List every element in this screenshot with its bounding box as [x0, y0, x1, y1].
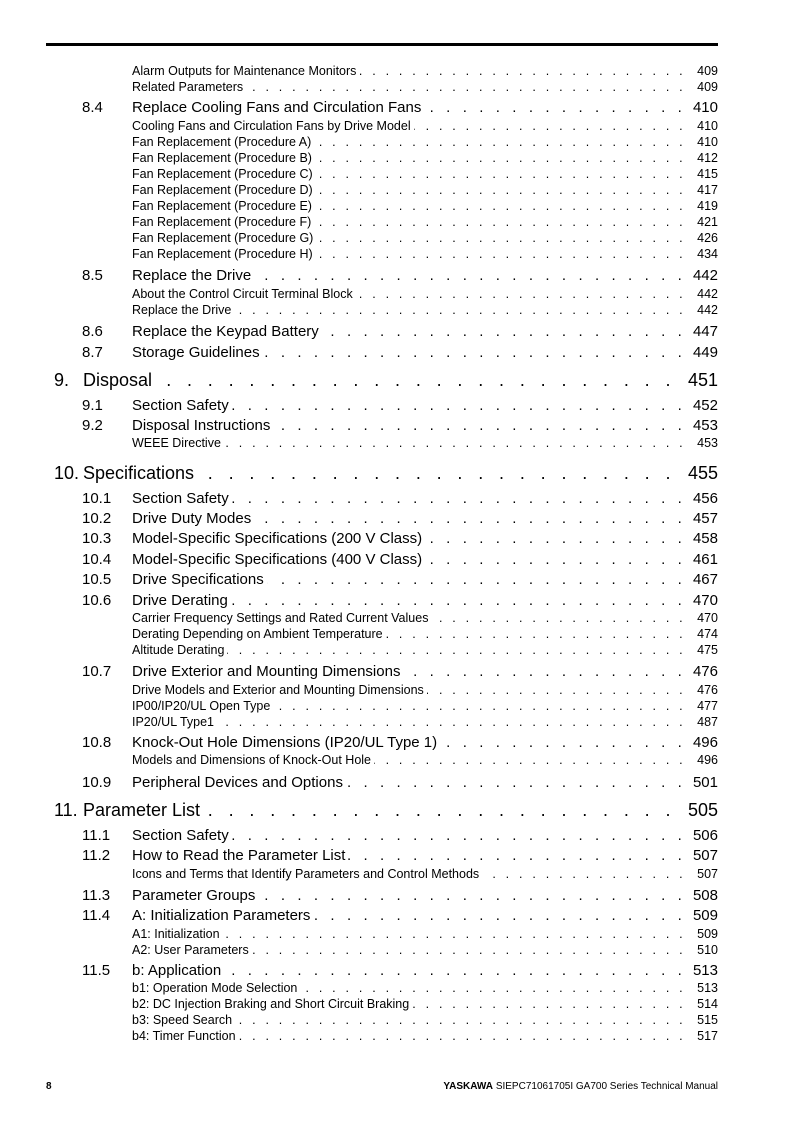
toc-entry-level-3[interactable] — [0, 133, 793, 149]
toc-entry-number: 8.6 — [82, 323, 103, 340]
toc-entry-page: 477 — [694, 699, 718, 713]
toc-entry-title: Fan Replacement (Procedure C) — [132, 167, 316, 181]
toc-entry-number: 9. — [54, 370, 70, 390]
toc-entry-level-3[interactable] — [0, 1027, 793, 1043]
toc-entry-page: 456 — [690, 490, 718, 507]
toc-entry-title: Icons and Terms that Identify Parameters and Control Methods — [132, 867, 482, 881]
toc-entry-page: 507 — [694, 867, 718, 881]
toc-entry-level-3[interactable] — [0, 625, 793, 641]
toc-entry-level-3[interactable] — [0, 979, 793, 995]
toc-entry-level-3[interactable] — [0, 697, 793, 713]
toc-entry-number: 9.1 — [82, 397, 103, 414]
toc-entry-number: 8.7 — [82, 344, 103, 361]
toc-entry-title: Model-Specific Specifications (200 V Class) — [132, 530, 425, 547]
toc-entry-title: Drive Derating — [132, 592, 231, 609]
toc-entry-level-1[interactable] — [0, 367, 793, 391]
footer-manual-name: SIEPC71061705I GA700 Series Technical Manual — [495, 1081, 718, 1092]
toc-entry-title: Cooling Fans and Circulation Fans by Drive Model — [132, 119, 414, 133]
toc-entry-level-3[interactable] — [0, 165, 793, 181]
toc-entry-level-3[interactable] — [0, 229, 793, 245]
toc-entry-level-1[interactable] — [0, 460, 793, 484]
toc-entry-level-2[interactable] — [0, 96, 793, 116]
toc-entry-title: Drive Duty Modes — [132, 510, 254, 527]
toc-entry-page: 507 — [690, 847, 718, 864]
toc-entry-page: 461 — [690, 551, 718, 568]
toc-entry-title: A: Initialization Parameters — [132, 907, 313, 924]
toc-entry-title: Drive Specifications — [132, 571, 267, 588]
toc-entry-title: Section Safety — [132, 490, 232, 507]
toc-entry-title: Replace Cooling Fans and Circulation Fans — [132, 99, 424, 116]
toc-entry-level-3[interactable] — [0, 301, 793, 317]
toc-entry-number: 10.8 — [82, 734, 112, 751]
toc-entry-title: Replace the Keypad Battery — [132, 323, 322, 340]
toc-entry-title: WEEE Directive — [132, 436, 224, 450]
footer-page-number: 8 — [46, 1081, 52, 1092]
toc-entry-number: 10.1 — [82, 490, 112, 507]
toc-entry-number: 11. — [54, 800, 78, 820]
toc-entry-page: 449 — [690, 344, 718, 361]
toc-entry-number: 11.3 — [82, 887, 111, 904]
toc-entry-level-2[interactable] — [0, 884, 793, 904]
toc-entry-level-3[interactable] — [0, 213, 793, 229]
toc-entry-page: 410 — [694, 119, 718, 133]
toc-entry-page: 508 — [690, 887, 718, 904]
toc-entry-title: Specifications — [83, 463, 197, 484]
toc-entry-page: 476 — [690, 663, 718, 680]
toc-entry-number: 10.5 — [82, 571, 112, 588]
toc-entry-title: Storage Guidelines — [132, 344, 263, 361]
toc-entry-title: Derating Depending on Ambient Temperature — [132, 627, 386, 641]
toc-entry-number: 8.4 — [82, 99, 103, 116]
toc-entry-level-3[interactable] — [0, 995, 793, 1011]
toc-entry-title: Model-Specific Specifications (400 V Class) — [132, 551, 425, 568]
toc-entry-page: 487 — [694, 715, 718, 729]
toc-entry-page: 467 — [690, 571, 718, 588]
toc-entry-page: 513 — [690, 962, 718, 979]
toc-entry-title: Disposal — [83, 370, 155, 391]
toc-entry-level-3[interactable] — [0, 713, 793, 729]
toc-entry-page: 509 — [694, 927, 718, 941]
toc-entry-title: Parameter List — [83, 800, 203, 821]
toc-dot-leader — [83, 370, 693, 391]
toc-entry-level-3[interactable] — [0, 245, 793, 261]
toc-entry-number: 11.1 — [82, 827, 111, 844]
toc-entry-level-2[interactable] — [0, 824, 793, 844]
toc-entry-number: 10.9 — [82, 774, 112, 791]
toc-entry-page: 476 — [694, 683, 718, 697]
toc-entry-level-3[interactable] — [0, 865, 793, 881]
toc-entry-page: 510 — [694, 943, 718, 957]
toc-entry-level-2[interactable] — [0, 959, 793, 979]
footer-manual-title — [443, 1081, 718, 1092]
toc-entry-page: 409 — [694, 64, 718, 78]
toc-entry-level-2[interactable] — [0, 771, 793, 791]
toc-entry-title: Peripheral Devices and Options — [132, 774, 346, 791]
toc-entry-level-3[interactable] — [0, 681, 793, 697]
toc-entry-page: 475 — [694, 643, 718, 657]
footer-brand: YASKAWA — [443, 1081, 494, 1092]
toc-entry-title: b: Application — [132, 962, 224, 979]
toc-entry-page: 458 — [690, 530, 718, 547]
toc-entry-level-3[interactable] — [0, 117, 793, 133]
toc-entry-title: Altitude Derating — [132, 643, 227, 657]
toc-entry-page: 453 — [694, 436, 718, 450]
toc-entry-title: Section Safety — [132, 397, 232, 414]
toc-entry-title: b4: Timer Function — [132, 1029, 239, 1043]
toc-entry-page: 455 — [685, 463, 718, 484]
toc-entry-title: Fan Replacement (Procedure E) — [132, 199, 315, 213]
toc-entry-title: About the Control Circuit Terminal Block — [132, 287, 356, 301]
toc-entry-number: 10.7 — [82, 663, 112, 680]
toc-entry-title: IP00/IP20/UL Open Type — [132, 699, 273, 713]
toc-entry-page: 515 — [694, 1013, 718, 1027]
toc-entry-title: How to Read the Parameter List — [132, 847, 348, 864]
toc-entry-title: Fan Replacement (Procedure F) — [132, 215, 314, 229]
toc-entry-level-3[interactable] — [0, 149, 793, 165]
toc-entry-title: Alarm Outputs for Maintenance Monitors — [132, 64, 359, 78]
toc-entry-level-2[interactable] — [0, 320, 793, 340]
toc-entry-level-3[interactable] — [0, 609, 793, 625]
toc-entry-level-2[interactable] — [0, 487, 793, 507]
toc-entry-page: 470 — [690, 592, 718, 609]
toc-entry-title: Parameter Groups — [132, 887, 258, 904]
toc-entry-page: 452 — [690, 397, 718, 414]
toc-entry-level-3[interactable] — [0, 434, 793, 450]
toc-entry-page: 415 — [694, 167, 718, 181]
toc-entry-title: Replace the Drive — [132, 267, 254, 284]
toc-entry-level-3[interactable] — [0, 62, 793, 78]
toc-entry-level-3[interactable] — [0, 751, 793, 767]
toc-entry-title: A2: User Parameters — [132, 943, 252, 957]
toc-entry-level-2[interactable] — [0, 660, 793, 680]
toc-entry-title: Related Parameters — [132, 80, 246, 94]
toc-entry-page: 451 — [685, 370, 718, 391]
toc-entry-level-2[interactable] — [0, 414, 793, 434]
toc-entry-page: 419 — [694, 199, 718, 213]
toc-entry-number: 10.3 — [82, 530, 112, 547]
toc-entry-title: A1: Initialization — [132, 927, 223, 941]
toc-entry-level-2[interactable] — [0, 844, 793, 864]
toc-entry-page: 410 — [690, 99, 718, 116]
toc-entry-page: 442 — [690, 267, 718, 284]
toc-entry-title: Disposal Instructions — [132, 417, 273, 434]
toc-entry-page: 514 — [694, 997, 718, 1011]
toc-entry-level-2[interactable] — [0, 394, 793, 414]
toc-entry-page: 447 — [690, 323, 718, 340]
toc-entry-level-2[interactable] — [0, 904, 793, 924]
toc-entry-title: Carrier Frequency Settings and Rated Current Values — [132, 611, 431, 625]
toc-entry-number: 10.6 — [82, 592, 112, 609]
toc-entry-title: Replace the Drive — [132, 303, 234, 317]
toc-entry-number: 11.4 — [82, 907, 111, 924]
toc-entry-page: 412 — [694, 151, 718, 165]
toc-entry-page: 506 — [690, 827, 718, 844]
toc-entry-page: 409 — [694, 80, 718, 94]
toc-entry-page: 496 — [694, 753, 718, 767]
toc-entry-title: Fan Replacement (Procedure D) — [132, 183, 316, 197]
toc-entry-page: 442 — [694, 303, 718, 317]
toc-entry-page: 470 — [694, 611, 718, 625]
toc-entry-title: Fan Replacement (Procedure G) — [132, 231, 316, 245]
toc-entry-page: 517 — [694, 1029, 718, 1043]
toc-entry-level-2[interactable] — [0, 548, 793, 568]
toc-entry-page: 474 — [694, 627, 718, 641]
toc-entry-level-2[interactable] — [0, 731, 793, 751]
toc-entry-level-2[interactable] — [0, 589, 793, 609]
toc-entry-page: 434 — [694, 247, 718, 261]
toc-entry-page: 496 — [690, 734, 718, 751]
toc-entry-title: Drive Exterior and Mounting Dimensions — [132, 663, 403, 680]
toc-entry-number: 11.2 — [82, 847, 111, 864]
toc-entry-level-1[interactable] — [0, 797, 793, 821]
toc-entry-number: 9.2 — [82, 417, 103, 434]
toc-entry-page: 501 — [690, 774, 718, 791]
toc-entry-title: b3: Speed Search — [132, 1013, 235, 1027]
toc-entry-level-3[interactable] — [0, 925, 793, 941]
toc-entry-title: Drive Models and Exterior and Mounting Dimensions — [132, 683, 427, 697]
toc-entry-page: 505 — [685, 800, 718, 821]
toc-entry-page: 421 — [694, 215, 718, 229]
toc-entry-page: 426 — [694, 231, 718, 245]
toc-entry-level-3[interactable] — [0, 941, 793, 957]
toc-entry-title: IP20/UL Type1 — [132, 715, 217, 729]
toc-entry-level-3[interactable] — [0, 641, 793, 657]
toc-entry-level-3[interactable] — [0, 181, 793, 197]
toc-entry-level-2[interactable] — [0, 568, 793, 588]
toc-entry-level-2[interactable] — [0, 341, 793, 361]
toc-entry-title: Models and Dimensions of Knock-Out Hole — [132, 753, 374, 767]
toc-entry-page: 457 — [690, 510, 718, 527]
toc-entry-level-3[interactable] — [0, 1011, 793, 1027]
toc-entry-title: Fan Replacement (Procedure A) — [132, 135, 314, 149]
toc-entry-title: b2: DC Injection Braking and Short Circuit Braking — [132, 997, 412, 1011]
toc-entry-page: 410 — [694, 135, 718, 149]
toc-entry-number: 10.2 — [82, 510, 112, 527]
toc-entry-page: 509 — [690, 907, 718, 924]
toc-entry-page: 453 — [690, 417, 718, 434]
toc-entry-level-3[interactable] — [0, 78, 793, 94]
toc-entry-page: 417 — [694, 183, 718, 197]
toc-entry-title: Fan Replacement (Procedure B) — [132, 151, 315, 165]
toc-entry-page: 442 — [694, 287, 718, 301]
toc-entry-title: Fan Replacement (Procedure H) — [132, 247, 316, 261]
toc-entry-level-2[interactable] — [0, 264, 793, 284]
toc-entry-number: 8.5 — [82, 267, 103, 284]
toc-entry-level-2[interactable] — [0, 507, 793, 527]
toc-entry-title: Knock-Out Hole Dimensions (IP20/UL Type 1) — [132, 734, 440, 751]
toc-entry-number: 10. — [54, 463, 80, 483]
toc-entry-number: 10.4 — [82, 551, 112, 568]
toc-entry-title: b1: Operation Mode Selection — [132, 981, 300, 995]
toc-entry-level-3[interactable] — [0, 285, 793, 301]
toc-entry-number: 11.5 — [82, 962, 111, 979]
toc-entry-title: Section Safety — [132, 827, 232, 844]
toc-entry-level-2[interactable] — [0, 527, 793, 547]
toc-entry-page: 513 — [694, 981, 718, 995]
toc-entry-level-3[interactable] — [0, 197, 793, 213]
